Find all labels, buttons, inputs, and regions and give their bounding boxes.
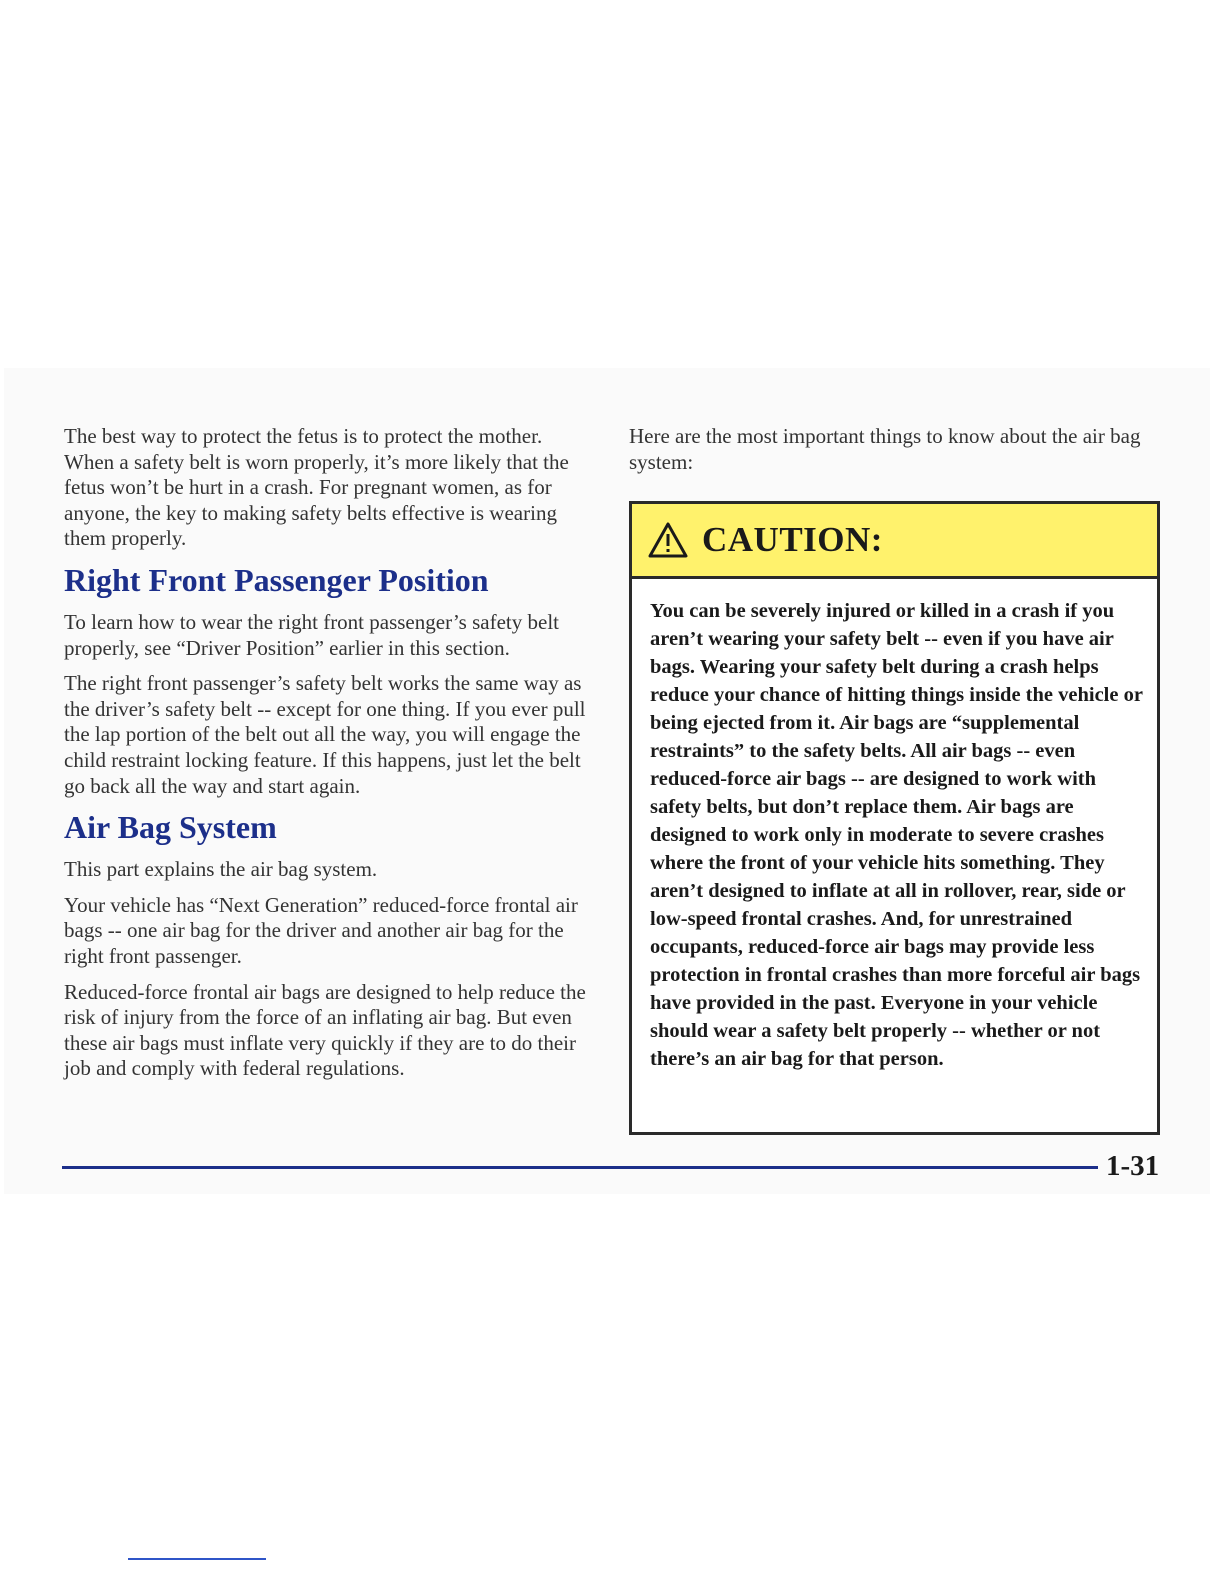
paragraph-important-things: Here are the most important things to know about the air bag system: (629, 424, 1141, 474)
bottom-rule (128, 1558, 266, 1560)
heading-air-bag-system: Air Bag System (64, 809, 277, 846)
caution-title: CAUTION: (702, 520, 883, 559)
paragraph-next-generation: Your vehicle has “Next Generation” reduced-force frontal air bags -- one air bag for the driver and another air bag for the right front passenger. (64, 892, 578, 968)
paragraph-learn-how: To learn how to wear the right front passenger’s safety belt properly, see “Driver Position” earlier in this section. (64, 609, 559, 660)
paragraph-works-same-way: The right front passenger’s safety belt works the same way as the driver’s safety belt -- except for one thing. If you ever pull the lap portion of the belt out all the way, you will engage the child restraint locking feature. If this happens, just let the belt go back all the way and start again. (64, 671, 586, 798)
warning-triangle-icon (648, 522, 688, 558)
right-column (629, 424, 1169, 485)
caution-text: You can be severely injured or killed in a crash if you aren’t wearing your safety belt -- even if you have air bags. Wearing your safety belt during a crash helps reduce your chance of hitting things inside the vehicle or being ejected from it. Air bags are “supplemental restraints” to the safety belts. All air bags -- even reduced-force air bags -- are designed to work with safety belts, but don’t replace them. Air bags are designed to work only in moderate to severe crashes where the front of your vehicle hits something. They aren’t designed to inflate at all in rollover, rear, side or low-speed frontal crashes. And, for unrestrained occupants, reduced-force air bags may provide less protection in frontal crashes than more forceful air bags have provided in the past. Everyone in your vehicle should wear a safety belt properly -- whether or not there’s an air bag for that person. (650, 600, 1143, 1070)
paragraph-part-explains: This part explains the air bag system. (64, 857, 378, 882)
caution-box (629, 501, 1160, 1135)
heading-right-front-passenger: Right Front Passenger Position (64, 561, 489, 598)
left-column (64, 424, 588, 1092)
paragraph-fetus: The best way to protect the fetus is to protect the mother. When a safety belt is worn properly, it’s more likely that the fetus won’t be hurt in a crash. For pregnant women, as for anyone, the key to making safety belts effective is wearing them properly. (64, 424, 569, 551)
paragraph-reduced-force: Reduced-force frontal air bags are designed to help reduce the risk of injury from the force of an inflating air bag. But even these air bags must inflate very quickly if they are to do their job and comply with federal regulations. (64, 979, 586, 1081)
caution-header (632, 504, 1157, 579)
footer-rule (62, 1166, 1098, 1169)
page-number: 1-31 (1106, 1150, 1160, 1182)
